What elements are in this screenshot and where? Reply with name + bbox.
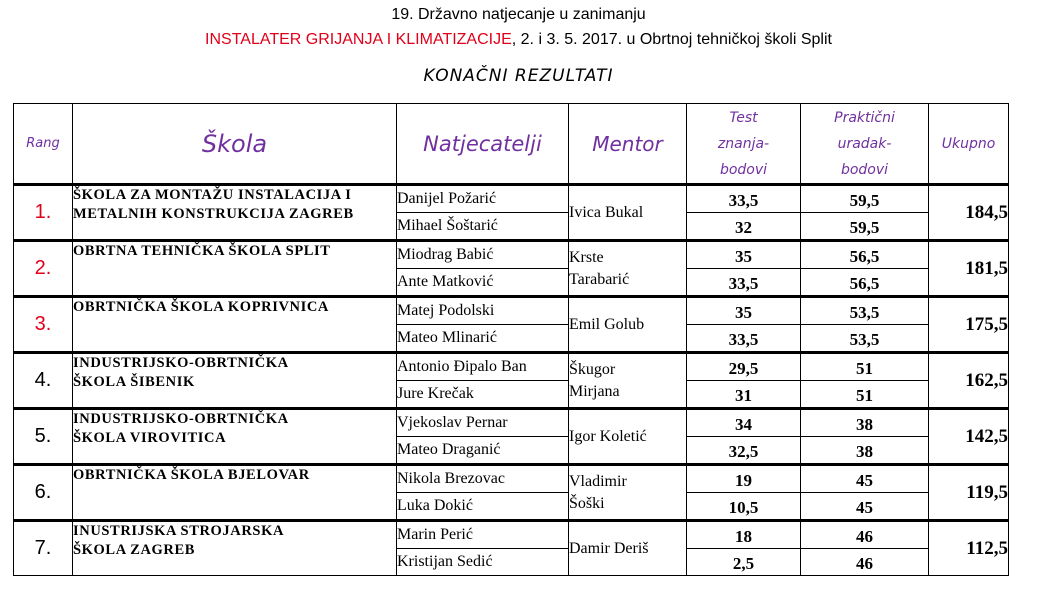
col-prakticni-line: Praktični — [834, 109, 895, 126]
table-row — [14, 297, 1009, 325]
competitor-name: Mateo Draganić — [397, 437, 569, 465]
test-score: 19 — [687, 465, 801, 493]
test-score: 2,5 — [687, 549, 801, 576]
test-score: 33,5 — [687, 185, 801, 213]
test-score: 34 — [687, 409, 801, 437]
results-table — [13, 103, 1009, 576]
test-score: 33,5 — [687, 269, 801, 297]
competitor-name: Marin Perić — [397, 521, 569, 549]
school-line: INDUSTRIJSKO-OBRTNIČKA — [73, 355, 289, 371]
total-score: 119,5 — [929, 465, 1009, 521]
rank-cell: 2. — [14, 241, 73, 297]
mentor-cell — [569, 241, 687, 297]
table-row — [14, 185, 1009, 213]
col-prakticni — [801, 104, 929, 185]
mentor-cell — [569, 465, 687, 521]
total-score: 184,5 — [929, 185, 1009, 241]
school-cell — [73, 185, 397, 241]
school-cell — [73, 353, 397, 409]
mentor-line: Šoški — [569, 494, 605, 512]
rank-cell: 1. — [14, 185, 73, 241]
test-score: 35 — [687, 241, 801, 269]
school-cell — [73, 241, 397, 297]
practical-score: 56,5 — [801, 269, 929, 297]
header-line-1: 19. Državno natjecanje u zanimanju — [391, 6, 646, 23]
school-line: METALNIH KONSTRUKCIJA ZAGREB — [73, 206, 354, 222]
practical-score: 45 — [801, 493, 929, 521]
col-test-line: bodovi — [719, 161, 768, 178]
test-score: 35 — [687, 297, 801, 325]
competitor-name: Miodrag Babić — [397, 241, 569, 269]
mentor-line: Krste — [569, 248, 604, 266]
rank-cell: 5. — [14, 409, 73, 465]
practical-score: 46 — [801, 521, 929, 549]
competitor-name: Kristijan Sedić — [397, 549, 569, 576]
practical-score: 51 — [801, 353, 929, 381]
school-line: INUSTRIJSKA STROJARSKA — [73, 523, 285, 539]
competition-details: , 2. i 3. 5. 2017. u Obrtnoj tehničkoj školi Split — [511, 31, 832, 48]
table-row — [14, 353, 1009, 381]
rank-cell: 7. — [14, 521, 73, 576]
competitor-name: Luka Dokić — [397, 493, 569, 521]
rank-cell: 3. — [14, 297, 73, 353]
header-line-2 — [0, 31, 1037, 49]
col-test — [687, 104, 801, 185]
col-test-line: Test — [729, 109, 758, 126]
total-score: 175,5 — [929, 297, 1009, 353]
competitor-name: Mihael Šoštarić — [397, 213, 569, 241]
table-row — [14, 241, 1009, 269]
total-score: 181,5 — [929, 241, 1009, 297]
competitor-name: Ante Matković — [397, 269, 569, 297]
test-score: 32,5 — [687, 437, 801, 465]
school-cell — [73, 297, 397, 353]
practical-score: 38 — [801, 437, 929, 465]
rank-cell: 6. — [14, 465, 73, 521]
competitor-name: Mateo Mlinarić — [397, 325, 569, 353]
school-line: OBRTNIČKA ŠKOLA KOPRIVNICA — [73, 299, 329, 315]
col-skola: Škola — [73, 104, 397, 185]
practical-score: 51 — [801, 381, 929, 409]
col-test-line: znanja- — [717, 135, 770, 152]
col-ukupno: Ukupno — [929, 104, 1009, 185]
mentor-cell — [569, 185, 687, 241]
practical-score: 59,5 — [801, 213, 929, 241]
mentor-line: Mirjana — [569, 382, 620, 400]
mentor-cell — [569, 521, 687, 576]
rank-cell: 4. — [14, 353, 73, 409]
school-line: INDUSTRIJSKO-OBRTNIČKA — [73, 411, 289, 427]
school-cell — [73, 409, 397, 465]
table-row — [14, 521, 1009, 549]
total-score: 162,5 — [929, 353, 1009, 409]
mentor-cell — [569, 297, 687, 353]
practical-score: 53,5 — [801, 297, 929, 325]
competitor-name: Antonio Đipalo Ban — [397, 353, 569, 381]
practical-score: 46 — [801, 549, 929, 576]
school-cell — [73, 521, 397, 576]
mentor-line: Igor Koletić — [569, 427, 647, 445]
test-score: 10,5 — [687, 493, 801, 521]
mentor-cell — [569, 409, 687, 465]
competitor-name: Danijel Požarić — [397, 185, 569, 213]
school-line: ŠKOLA VIROVITICA — [73, 430, 227, 446]
test-score: 33,5 — [687, 325, 801, 353]
test-score: 18 — [687, 521, 801, 549]
competitor-name: Nikola Brezovac — [397, 465, 569, 493]
table-row — [14, 465, 1009, 493]
school-cell — [73, 465, 397, 521]
col-natjecatelji: Natjecatelji — [397, 104, 569, 185]
mentor-line: Damir Deriš — [569, 539, 649, 557]
col-rang: Rang — [14, 104, 73, 185]
practical-score: 56,5 — [801, 241, 929, 269]
practical-score: 59,5 — [801, 185, 929, 213]
header-row — [14, 104, 1009, 185]
competitor-name: Matej Podolski — [397, 297, 569, 325]
test-score: 29,5 — [687, 353, 801, 381]
mentor-line: Škugor — [569, 360, 616, 378]
col-prakticni-line: uradak- — [837, 135, 892, 152]
mentor-line: Emil Golub — [569, 315, 645, 333]
mentor-cell — [569, 353, 687, 409]
total-score: 112,5 — [929, 521, 1009, 576]
competitor-name: Vjekoslav Pernar — [397, 409, 569, 437]
competition-name: INSTALATER GRIJANJA I KLIMATIZACIJE — [205, 31, 512, 48]
mentor-line: Ivica Bukal — [569, 203, 644, 221]
col-mentor: Mentor — [569, 104, 687, 185]
mentor-line: Tarabarić — [569, 270, 630, 288]
practical-score: 45 — [801, 465, 929, 493]
school-line: OBRTNIČKA ŠKOLA BJELOVAR — [73, 467, 310, 483]
test-score: 32 — [687, 213, 801, 241]
school-line: OBRTNA TEHNIČKA ŠKOLA SPLIT — [73, 243, 331, 259]
total-score: 142,5 — [929, 409, 1009, 465]
school-line: ŠKOLA ŠIBENIK — [73, 374, 195, 390]
school-line: ŠKOLA ZA MONTAŽU INSTALACIJA I — [73, 187, 352, 203]
school-line: ŠKOLA ZAGREB — [73, 542, 196, 558]
mentor-line: Vladimir — [569, 472, 627, 490]
page-title: KONAČNI REZULTATI — [423, 66, 614, 86]
table-row — [14, 409, 1009, 437]
practical-score: 38 — [801, 409, 929, 437]
col-prakticni-line: bodovi — [840, 161, 889, 178]
test-score: 31 — [687, 381, 801, 409]
competitor-name: Jure Krečak — [397, 381, 569, 409]
practical-score: 53,5 — [801, 325, 929, 353]
